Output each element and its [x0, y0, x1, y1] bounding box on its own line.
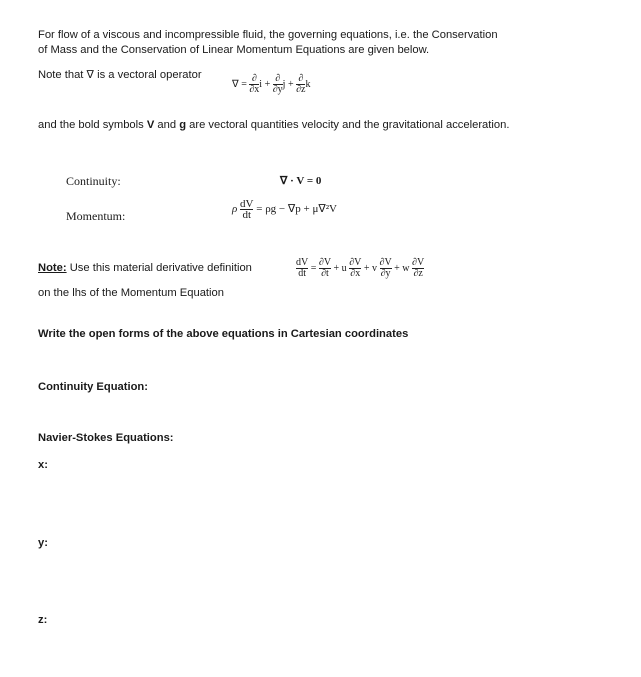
i-term: i + [259, 78, 271, 90]
momentum-rhs: = ρg − ∇p + μ∇²V [256, 203, 337, 216]
j-term: j + [282, 78, 294, 90]
dV-dt-fraction: $\frac{dV}{dt}$ [240, 198, 254, 221]
continuity-label: Continuity: [66, 174, 121, 188]
intro-line-2: of Mass and the Conservation of Linear Momentum Equations are given below. [38, 44, 430, 56]
d-dx-fraction: $\frac{\partial}{\partial x}$ [249, 73, 260, 95]
intro-paragraph [38, 28, 578, 58]
momentum-equation: ρ $\frac{dV}{dt}$ = ρg − ∇p + μ∇²V [232, 198, 337, 221]
material-derivative-equation: $\frac{dV}{dt}$ = $\frac{\partial V}{\partial t}$ + u $\frac{\partial V}{\partial x}$ + v $\frac{\partial V}{\partial y}$ + w $\frac{\partial V}{\partial z}$ [296, 257, 425, 279]
d-dz-fraction: $\frac{\partial}{\partial z}$ [296, 73, 306, 95]
momentum-label: Momentum: [66, 209, 126, 223]
nabla-lhs: ∇ = [232, 78, 247, 90]
x-component-label: x: [38, 459, 48, 471]
material-derivative-note-line-2: on the lhs of the Momentum Equation [38, 287, 224, 299]
intro-line-1: For flow of a viscous and incompressible fluid, the governing equations, i.e. the Conservation [38, 29, 498, 41]
nabla-operator-equation [232, 74, 310, 95]
navier-stokes-heading: Navier-Stokes Equations: [38, 432, 174, 444]
bold-V: V [146, 119, 155, 131]
z-component-label: z: [38, 614, 48, 626]
bold-g: g [179, 119, 187, 131]
continuity-equation-heading: Continuity Equation: [38, 381, 148, 393]
y-component-label: y: [38, 537, 48, 549]
continuity-equation: ∇ · V = 0 [280, 175, 322, 187]
task-instruction: Write the open forms of the above equations in Cartesian coordinates [38, 328, 409, 340]
material-derivative-note: Note: Use this material derivative definition [38, 262, 252, 274]
d-dy-fraction: $\frac{\partial}{\partial y}$ [272, 73, 283, 95]
vector-quantities-sentence: and the bold symbols V and g are vectoral quantities velocity and the gravitational acceleration. [38, 119, 510, 131]
operator-note: Note that ∇ is a vectoral operator [38, 69, 202, 81]
k-term: k [305, 78, 311, 90]
note-label: Note: [38, 262, 67, 274]
